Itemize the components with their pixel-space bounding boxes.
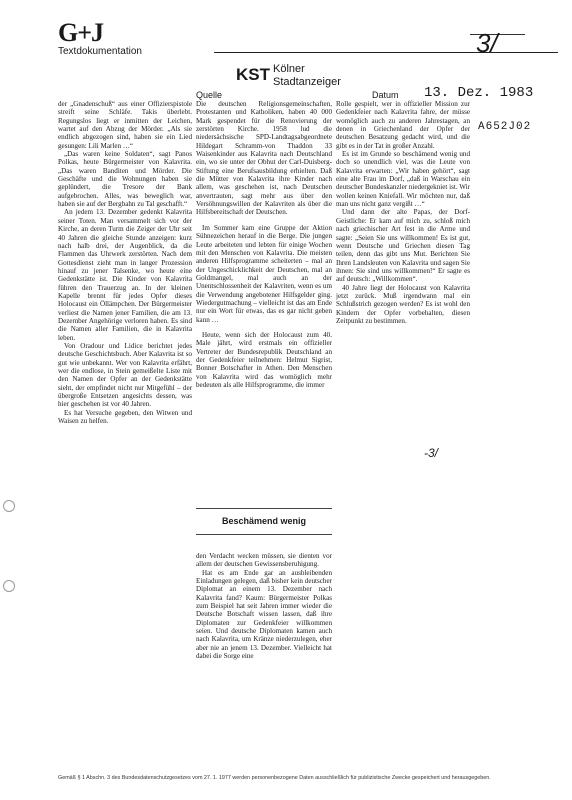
paragraph: 40 Jahre liegt der Holocaust von Kalavrita jetzt zurück. Muß irgendwann mal ein Schlußstrich gezogen werden? Es ist wohl den Kindern der Opfer vorbehalten, diesen Zeitpunkt zu bestimmen. xyxy=(336,283,470,325)
article-column-2 xyxy=(196,100,332,498)
paragraph: Hat es am Ende gar an ausbleibenden Einladungen gelegen, daß bisher kein deutscher Diplomat an einem 13. Dezember nach Kalavrita fand? Kaum: Bürgermeister Polkas zum Beispiel hat seit Jahren immer wieder die Deutsche Botschaft wissen lassen, daß ihre Diplomaten zur Gedenkfeier willkommen seien. Und deutsche Diplomaten kamen auch nach Kalavrita, um Kränze niederzulegen, eher aber nie an jenem 13. Dezember. Vielleicht hat dabei die Sorge eine xyxy=(196,568,332,661)
date-stamp: 13. Dez. 1983 xyxy=(424,85,534,101)
publication-name: Kölner Stadtanzeiger xyxy=(273,63,341,88)
paragraph: Von Oradour und Lidice berichtet jedes deutsche Geschichtsbuch. Aber Kalavrita ist so gut wie unbekannt. Wer von Kalavrita erfährt, wer die endlose, in Stein gemeißelte Liste mit den Namen der Opfer an der Gedenkstätte sieht, der empfindet nicht nur Mitgefühl – der übergroße Entsetzen angesichts dessen, was hier geschehen ist vor 40 Jahren. xyxy=(58,341,192,409)
punch-hole xyxy=(3,500,15,512)
footer-notice: Gemäß § 1 Abschn. 3 des Bundesdatenschutzgesetzes vom 27. 1. 1977 werden personenbezogene Daten ausschließlich für publizistische Zwecke gespeichert und herausgegeben. xyxy=(58,775,491,781)
date-label: Datum xyxy=(372,90,399,100)
paragraph: Es ist im Grunde so beschämend wenig und doch so unendlich viel, was die Leute von Kalavrita erwarten: „Wir haben gehört“, sagt eine alte Frau im Dorf, „daß in Warschau ein deutscher Bundeskanzler niedergekniet ist. Wir wollen keinen Kniefall. Wir möchten nur, daß man uns nicht ganz vergißt …“ xyxy=(336,150,470,209)
archive-code: A652J02 xyxy=(478,121,532,133)
handwritten-signature: -3/ xyxy=(424,446,439,460)
subheadline: Beschämend wenig xyxy=(221,516,307,526)
page-number: 3/ xyxy=(476,28,498,58)
article-column-3 xyxy=(336,100,470,490)
paragraph: Und dann der alte Papas, der Dorf-Geistliche: Er kam auf mich zu, schloß mich nach griechischer Art fest in die Arme und sagte: „Seien Sie uns willkommen! Es ist gut, wenn Deutsche und Griechen diesen Tag teilen, denn das gibt uns Mut. Berichten Sie Ihren Landsleuten von Kalavrita und sagen Sie ihnen: Sie sind uns willkommen!“ Er sagte es auf deutsch: „Willkommen“. xyxy=(336,208,470,284)
headline-rule xyxy=(196,534,332,535)
paragraph: Die deutschen Religionsgemeinschaften, Protestanten und Katholiken, haben 40 000 Mark gespendet für die Renovierung der zerstörten Kirche. 1958 lud die niedersächsische SPD-Landtagsabgeordnete Hildegart Schramm-von Thaddon 33 Waisenkinder aus Kalavrita nach Deutschland ein, wo sie unter der Obhut der Carl-Duisberg-Stiftung eine Berufsausbildung erhielten. Daß die Mütter von Kalavrita ihre Kinder nach allem, was geschehen ist, nach Deutschen anvertrauten, sagt mehr aus über den Versöhnungswillen der Kalavriten als über die Hilfsbereitschaft der Deutschen. xyxy=(196,100,332,217)
headline-rule xyxy=(196,508,332,509)
publisher-logo: G+J xyxy=(58,18,104,47)
paragraph: „Das waren keine Soldaten“, sagt Panos Polkas, heute Bürgermeister von Kalavrita. „Das waren Banditen und Mörder. Die Geschäfte und die Wohnungen haben sie geplündert, die Tresore der Bank aufgebrochen. Alles, was beweglich war, haben sie auf der Bergbahn zu Tal geschafft.“ xyxy=(58,150,192,209)
publication-abbreviation: KST xyxy=(236,65,270,84)
paragraph: Im Sommer kam eine Gruppe der Aktion Sühnezeichen herauf in die Berge. Die jungen Leute arbeiteten und lebten für einige Wochen mit den Menschen von Kalavrita. Die meisten anderen Hilfsprogramme scheiterten – mal an der Ungeschicklichkeit der Deutschen, mal an Goldmangel, mal auch an der Unentschlossenheit der Kalavriten, wenn es um die Verwendung angebotener Hilfsgelder ging. Wiedergutmachung – vielleicht ist das am Ende nur ein Wort für etwas, das es gar nicht geben kann … xyxy=(196,223,332,324)
paragraph: Heute, wenn sich der Holocaust zum 40. Male jährt, wird erstmals ein offizieller Vertreter der Bundesrepublik Deutschland an der Gedenkfeier teilnehmen: Helmut Sigrist, Bonner Botschafter in Athen. Den Menschen von Kalavrita wird das womöglich mehr bedeuten als alle Hilfsprogramme, die immer xyxy=(196,330,332,389)
punch-hole xyxy=(3,580,15,592)
paragraph: Rolle gespielt, wer in offizieller Mission zur Gedenkfeier nach Kalavrita fahre, der müsse womöglich auch zu anderen Jahrestagen, an denen in Griechenland der Opfer der deutschen Besatzung gedacht wird, und die gibt es in der Tat in großer Anzahl. xyxy=(336,100,470,150)
paragraph: der „Gnadenschuß“ aus einer Offizierspistole streift seine Schläfe. Takis überlebt. Regungslos liegt er inmitten der Leichen, wartet auf den Abzug der Mörder. „Als sie endlich abgezogen sind, haben sie ein Lied gesungen: Lili Marlen …“ xyxy=(58,100,192,150)
article-column-1 xyxy=(58,100,192,560)
publisher-department: Textdokumentation xyxy=(58,46,142,57)
paragraph: An jedem 13. Dezember gedenkt Kalavrita seiner Toten. Man versammelt sich vor der Kirche, an deren Turm die Zeiger der Uhr seit 40 Jahren die gleiche Stunde anzeigen: kurz nach halb drei, der Augenblick, da die Flammen das Uhrwerk zerstörten. Nach dem Gottesdienst zieht man in langer Prozession hinauf zu jener Talsenke, wo heute eine Gedenkstätte ist. Die Kinder von Kalavrita führen den Trauerzug an. In der kleinen Kapelle brennt für jedes Opfer dieses Holocaust ein Öllämpchen. Der Bürgermeister verliest die Namen jener Familien, die am 13. Dezember Angehörige verloren haben. Es sind die Namen aller Familien, die in Kalavrita leben. xyxy=(58,208,192,342)
paragraph: den Verdacht wecken müssen, sie dienten vor allem der deutschen Gewissensberuhigung. xyxy=(196,552,332,569)
header-rule xyxy=(214,52,558,53)
article-column-2-continued xyxy=(196,552,332,792)
paragraph: Es hat Versuche gegeben, den Witwen und Waisen zu helfen. xyxy=(58,408,192,426)
source-label: Quelle xyxy=(196,90,223,100)
